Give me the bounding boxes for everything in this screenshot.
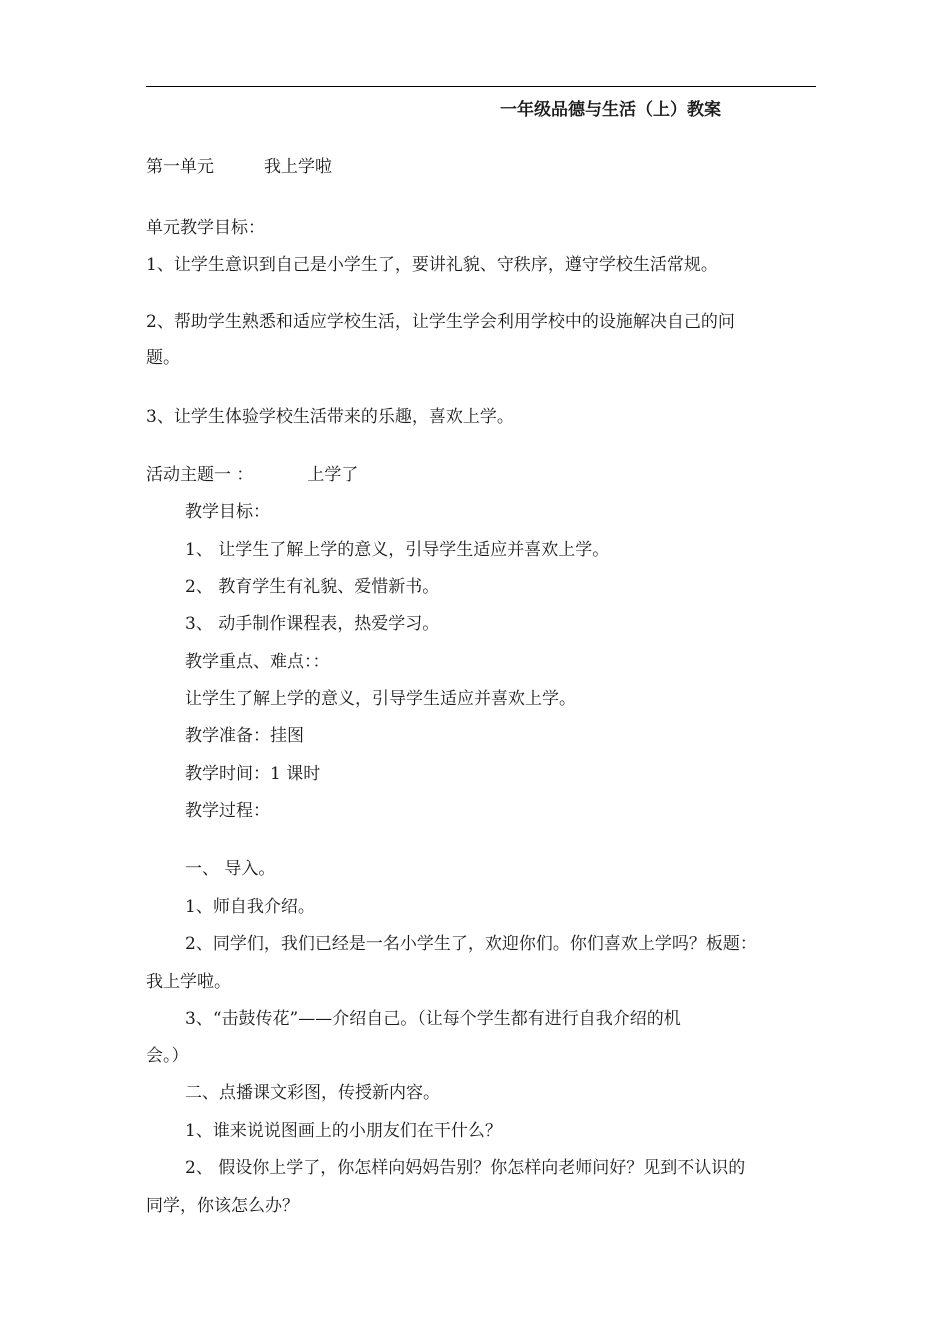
process-step-2-continued: 我上学啦。	[146, 972, 231, 992]
unit-title: 我上学啦	[264, 157, 332, 177]
key-points-heading: 教学重点、难点：：	[185, 652, 330, 672]
goal-item-2: 2、帮助学生熟悉和适应学校生活，让学生学会利用学校中的设施解决自己的问	[146, 312, 735, 332]
process-section-1: 一、 导入。	[185, 859, 276, 879]
activity-heading	[146, 465, 358, 485]
time-text: 教学时间：1 课时	[185, 764, 321, 784]
process-question-2-continued: 同学，你该怎么办？	[146, 1196, 299, 1216]
activity-label: 活动主题一 ：	[146, 465, 254, 485]
objective-item-1: 1、 让学生了解上学的意义，引导学生适应并喜欢上学。	[185, 540, 610, 560]
activity-title: 上学了	[307, 465, 359, 485]
objective-item-2: 2、 教育学生有礼貌、爱惜新书。	[185, 577, 440, 597]
objectives-heading: 教学目标：	[185, 502, 270, 522]
key-points-text: 让学生了解上学的意义，引导学生适应并喜欢上学。	[185, 689, 576, 709]
process-question-1: 1、谁来说说图画上的小朋友们在干什么？	[185, 1121, 502, 1141]
unit-heading	[146, 157, 332, 177]
objective-item-3: 3、 动手制作课程表，热爱学习。	[185, 614, 440, 634]
goals-heading: 单元教学目标：	[146, 218, 265, 238]
header-rule	[146, 86, 816, 87]
process-step-3-continued: 会。）	[146, 1046, 189, 1066]
process-section-2: 二、点播课文彩图，传授新内容。	[185, 1083, 440, 1103]
process-heading: 教学过程：	[185, 801, 270, 821]
preparation-text: 教学准备：挂图	[185, 726, 304, 746]
process-question-2: 2、 假设你上学了，你怎样向妈妈告别？你怎样向老师问好？见到不认识的	[185, 1158, 746, 1178]
goal-item-3: 3、让学生体验学校生活带来的乐趣，喜欢上学。	[146, 407, 514, 427]
goal-item-2-continued: 题。	[146, 348, 180, 368]
process-step-3: 3、“击鼓传花”——介绍自己。（让每个学生都有进行自我介绍的机	[185, 1009, 681, 1029]
unit-label: 第一单元	[146, 157, 214, 177]
process-step-2: 2、同学们，我们已经是一名小学生了，欢迎你们。你们喜欢上学吗？板题：	[185, 934, 757, 954]
document-title: 一年级品德与生活（上）教案	[500, 100, 721, 120]
goal-item-1: 1、让学生意识到自己是小学生了，要讲礼貌、守秩序，遵守学校生活常规。	[146, 255, 718, 275]
process-step-1: 1、师自我介绍。	[185, 897, 315, 917]
